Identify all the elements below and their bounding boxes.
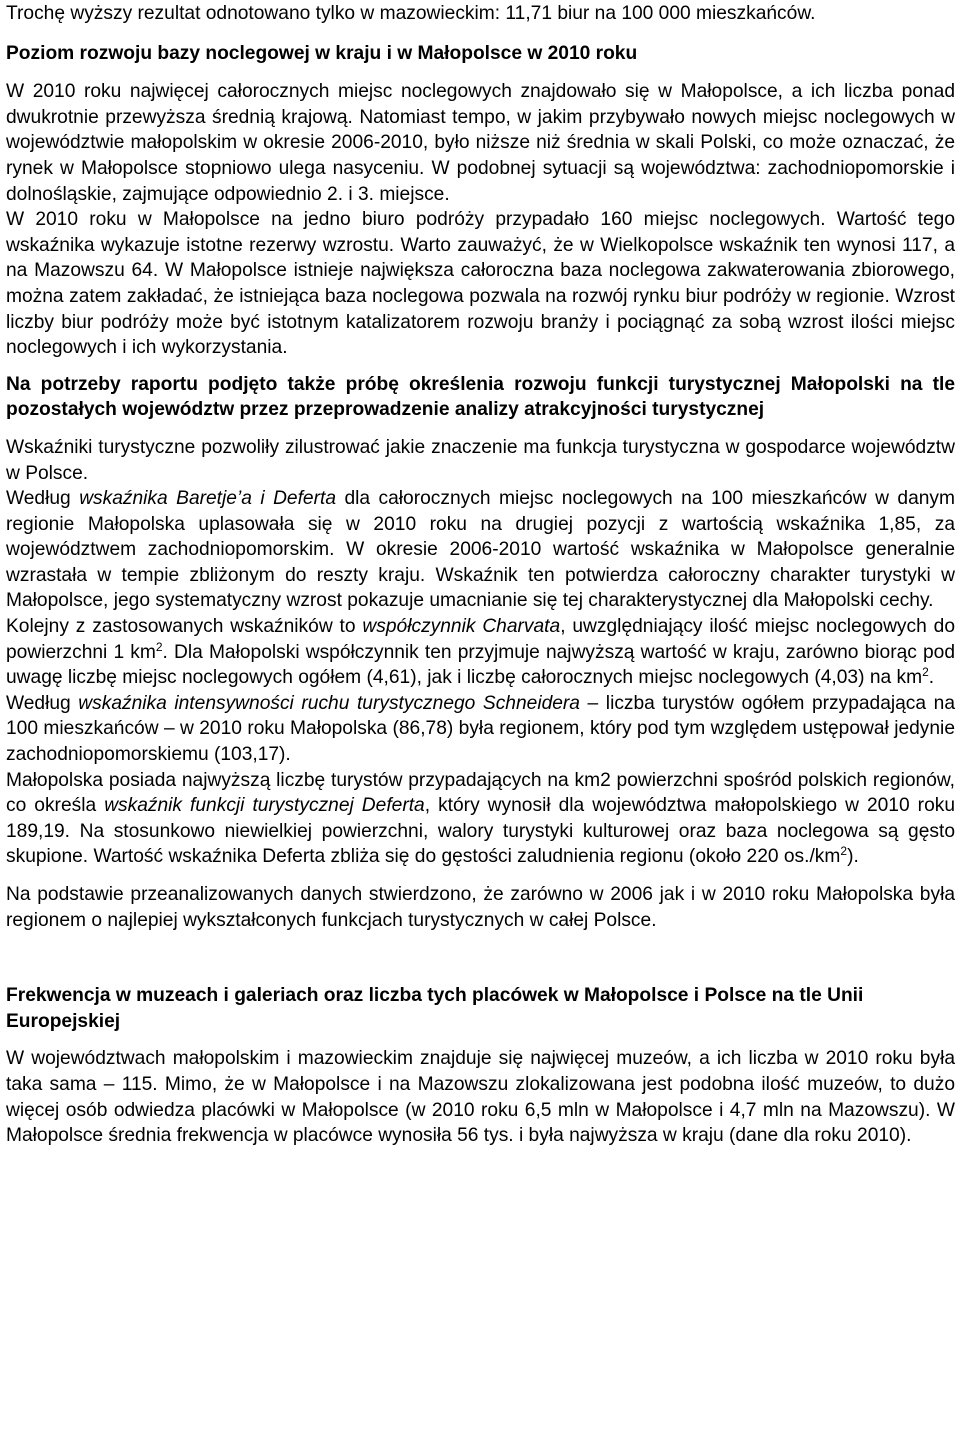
section-heading-accommodation: Poziom rozwoju bazy noclegowej w kraju i w Małopolsce w 2010 roku	[6, 42, 638, 64]
paragraph-conclusion: Na podstawie przeanalizowanych danych stwierdzono, że zarówno w 2006 jak i w 2010 roku Małopolska była regionem o najlepiej wykształconych funkcjach turystycznych w całej Polsce.	[6, 884, 955, 931]
section-heading-tourism-function: Na potrzeby raportu podjęto także próbę określenia rozwoju funkcji turystycznej Małopolski na tle pozostałych województw przez przeprowadzenie analizy atrakcyjności turystycznej	[6, 373, 955, 421]
paragraph-charvat: Kolejny z zastosowanych wskaźników to współczynnik Charvata, uwzględniający ilość miejsc noclegowych do powierzchni 1 $km^2$. Dla Małopolski współczynnik ten przyjmuje najwyższą wartość w kraju, zarówno biorąc pod uwagę liczbę miejsc noclegowych ogółem (4,61), jak i liczbę całorocznych miejsc noclegowych (4,03) na $km^2$.	[6, 616, 956, 689]
paragraph-indicators: Wskaźniki turystyczne pozwoliły zilustrować jakie znaczenie ma funkcja turystyczna w gospodarce województw w Polsce.	[6, 436, 955, 484]
section-heading-museums: Frekwencja w muzeach i galeriach oraz liczba tych placówek w Małopolsce i Polsce na tle Unii Europejskiej	[6, 985, 864, 1032]
paragraph-baretje-defert: Według wskaźnika Baretje’a i Deferta dla całorocznych miejsc noclegowych na 100 mieszkańców w danym regionie Małopolska uplasowała się w 2010 roku na drugiej pozycji z wartością wskaźnika 1,85, za województwem zachodniopomorskim. W okresie 2006-2010 wartość wskaźnika w Małopolsce generalnie wzrastała w tempie zbliżonym do reszty kraju. Wskaźnik ten potwierdza całoroczny charakter turystyki w Małopolsce, jego systematyczny wzrost pokazuje umacnianie się tej charakterystycznej dla Małopolski cechy.	[6, 488, 956, 612]
term-defert-function: wskaźnik funkcji turystycznej Deferta	[104, 795, 425, 817]
paragraph-accommodation: W 2010 roku najwięcej całorocznych miejsc noclegowych znajdowało się w Małopolsce, a ich liczba ponad dwukrotnie przewyższa średnią krajową. Natomiast tempo, w jakim przybywało nowych miejsc noclegowych w województwie małopolskim w okresie 2006-2010, było niższe niż średnia w skali Polski, co może oznaczać, że rynek w Małopolsce stopniowo ulega nasyceniu. W podobnej sytuacji są województwa: zachodniopomorskie i dolnośląskie, zajmujące odpowiednio 2. i 3. miejsce.	[6, 81, 955, 205]
paragraph-intro: Trochę wyższy rezultat odnotowano tylko w mazowieckim: 11,71 biur na 100 000 mieszkańców.	[6, 3, 816, 24]
term-baretje-defert: wskaźnika Baretje’a i Deferta	[79, 488, 336, 510]
paragraph-schneider: Według wskaźnika intensywności ruchu turystycznego Schneidera – liczba turystów ogółem przypadająca na 100 mieszkańców – w 2010 roku Małopolska (86,78) była regionem, który pod tym względem ustępował jedynie zachodniopomorskiemu (103,17).	[6, 692, 955, 766]
paragraph-travel-agencies: W 2010 roku w Małopolsce na jedno biuro podróży przypadało 160 miejsc noclegowych. Wartość tego wskaźnika wykazuje istotne rezerwy wzrostu. Warto zauważyć, że w Wielkopolsce wskaźnik ten wynosi 117, a na Mazowszu 64. W Małopolsce istnieje największa całoroczna baza noclegowa zakwaterowania zbiorowego, można zatem zakładać, że istniejąca baza noclegowa pozwala na rozwój rynku biur podróży w regionie. Wzrost liczby biur podróży może być istotnym katalizatorem rozwoju branży i pociągnąć za sobą wzrost ilości miejsc noclegowych i ich wykorzystania.	[6, 209, 955, 359]
document-page	[6, 1, 955, 1149]
term-schneider: wskaźnika intensywności ruchu turystycznego Schneidera	[78, 692, 580, 714]
term-charvat: współczynnik Charvata	[362, 616, 561, 638]
paragraph-museums: W województwach małopolskim i mazowieckim znajduje się najwięcej muzeów, a ich liczba w 2010 roku była taka sama – 115. Mimo, że w Małopolsce i na Mazowszu zlokalizowana jest podobna ilość muzeów, to dużo więcej osób odwiedza placówki w Małopolsce (w 2010 roku 6,5 mln w Małopolsce i 4,7 mln na Mazowszu). W Małopolsce średnia frekwencja w placówce wynosiła 56 tys. i była najwyższa w kraju (dane dla roku 2010).	[6, 1048, 955, 1147]
paragraph-defert-function: Małopolska posiada najwyższą liczbę turystów przypadających na km2 powierzchni spośród polskich regionów, co określa wskaźnik funkcji turystycznej Deferta, który wynosił dla województwa małopolskiego w 2010 roku 189,19. Na stosunkowo niewielkiej powierzchni, walory turystyki kulturowej oraz baza noclegowa są gęsto skupione. Wartość wskaźnika Deferta zbliża się do gęstości zaludnienia regionu (około 220 $os./km^2$).	[6, 769, 956, 868]
